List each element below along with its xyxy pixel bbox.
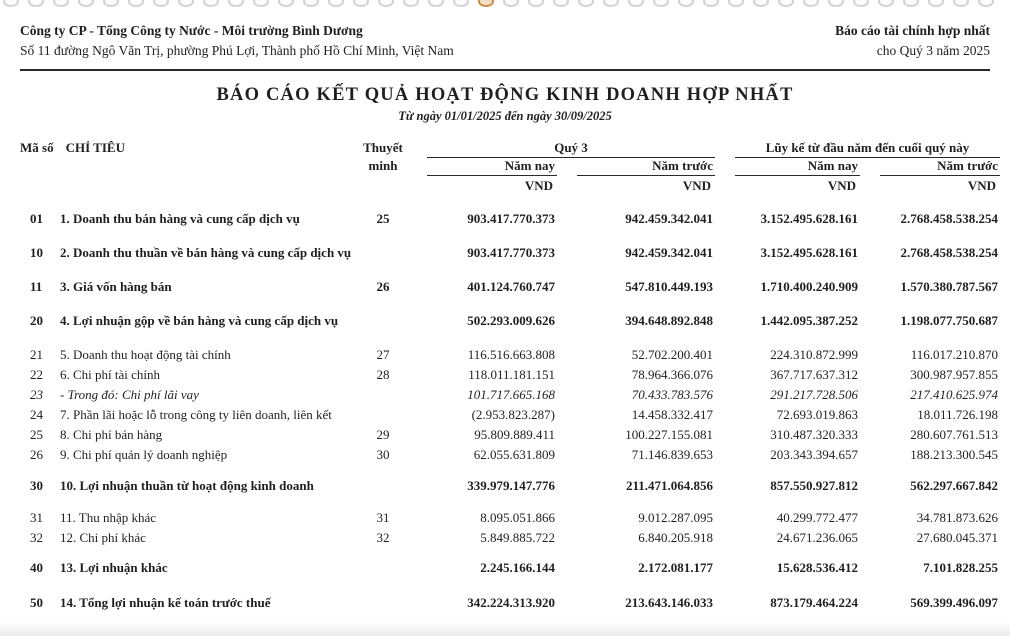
binding-hole-icon [553, 0, 569, 7]
row-note: 25 [376, 211, 390, 226]
page-subtitle: Từ ngày 01/01/2025 đến ngày 30/09/2025 [398, 109, 612, 123]
row-q3-current: 101.717.665.168 [467, 387, 555, 402]
binding-hole-icon [428, 0, 444, 7]
row-code: 31 [30, 510, 43, 525]
table-row [20, 277, 1000, 297]
table-row [20, 345, 1000, 365]
binding-hole-icon [103, 0, 119, 7]
binding-hole-icon [603, 0, 619, 7]
currency-label: VND [827, 178, 856, 193]
row-note: 29 [376, 427, 390, 442]
table-group [20, 476, 1000, 496]
currency-label: VND [524, 178, 553, 193]
binding-hole-icon [853, 0, 869, 7]
binding-hole-icon [128, 0, 144, 7]
company-block [20, 21, 454, 61]
binding-hole-icon [903, 0, 919, 7]
binding-hole-icon [578, 0, 594, 7]
row-label: 14. Tổng lợi nhuận kế toán trước thuế [60, 595, 271, 610]
table-row [20, 405, 1000, 425]
row-q3-current: 903.417.770.373 [467, 211, 555, 226]
row-note [359, 311, 407, 331]
row-ytd-prior: 300.987.957.855 [910, 367, 998, 382]
row-label: 4. Lợi nhuận gộp về bán hàng và cung cấp dịch vụ [60, 313, 339, 328]
binding-hole-icon [953, 0, 969, 7]
row-code: 21 [30, 347, 43, 362]
binding-hole-icon [753, 0, 769, 7]
row-ytd-prior: 280.607.761.513 [910, 427, 998, 442]
page-title: BÁO CÁO KẾT QUẢ HOẠT ĐỘNG KINH DOANH HỢP NHẤT [216, 85, 794, 105]
header-ytd-current: Năm nay [735, 158, 860, 176]
row-q3-prior: 9.012.287.095 [638, 510, 713, 525]
row-label: 2. Doanh thu thuần về bán hàng và cung cấp dịch vụ [60, 245, 352, 260]
row-ytd-current: 224.310.872.999 [770, 347, 858, 362]
row-q3-current: 118.011.181.151 [468, 367, 555, 382]
income-statement-table [20, 140, 1000, 613]
row-q3-prior: 213.643.146.033 [625, 595, 713, 610]
table-row [20, 311, 1000, 331]
row-note: 26 [376, 279, 390, 294]
row-q3-current: 5.849.885.722 [480, 530, 555, 545]
row-q3-prior: 14.458.332.417 [631, 407, 713, 422]
report-info-block [835, 21, 990, 61]
header-code-name [20, 140, 359, 158]
row-code: 20 [30, 313, 43, 328]
row-ytd-prior: 116.017.210.870 [910, 347, 998, 362]
row-code: 23 [30, 387, 43, 402]
row-code: 40 [30, 560, 43, 575]
row-code: 01 [30, 211, 43, 226]
row-note: 27 [376, 347, 390, 362]
header-q3-current: Năm nay [427, 158, 557, 176]
table-row [20, 385, 1000, 405]
table-row [20, 476, 1000, 496]
binding-hole-icon [278, 0, 294, 7]
row-label: 1. Doanh thu bán hàng và cung cấp dịch vụ [60, 211, 300, 226]
row-code: 30 [30, 478, 43, 493]
row-ytd-current: 873.179.464.224 [770, 595, 858, 610]
binding-hole-icon [503, 0, 519, 7]
table-row [20, 425, 1000, 445]
row-label: 6. Chi phí tài chính [60, 367, 161, 382]
row-ytd-prior: 18.011.726.198 [917, 407, 998, 422]
binding-hole-icon [703, 0, 719, 7]
binding-hole-icon [778, 0, 794, 7]
scan-edge-shadow [0, 621, 1010, 636]
binding-hole-icon [328, 0, 344, 7]
binding-hole-icon [828, 0, 844, 7]
row-ytd-current: 857.550.927.812 [770, 478, 858, 493]
row-note: 31 [376, 510, 390, 525]
header-note-line1: Thuyết [363, 140, 403, 155]
row-ytd-prior: 2.768.458.538.254 [900, 211, 998, 226]
row-code: 32 [30, 530, 43, 545]
row-q3-current: 8.095.051.866 [480, 510, 555, 525]
row-label: 7. Phần lãi hoặc lỗ trong công ty liên doanh, liên kết [60, 407, 332, 422]
row-ytd-prior: 34.781.873.626 [916, 510, 998, 525]
row-label: - Trong đó: Chi phí lãi vay [60, 387, 199, 402]
row-note: 28 [376, 367, 390, 382]
row-ytd-prior: 1.198.077.750.687 [900, 313, 998, 328]
row-label: 13. Lợi nhuận khác [60, 560, 168, 575]
table-header [20, 140, 1000, 194]
row-ytd-prior: 188.213.300.545 [910, 447, 998, 462]
row-label: 12. Chi phí khác [60, 530, 146, 545]
binding-hole-icon [378, 0, 394, 7]
row-code: 25 [30, 427, 43, 442]
row-note [359, 593, 407, 613]
row-code: 26 [30, 447, 43, 462]
company-address: Số 11 đường Ngô Văn Trị, phường Phú Lợi, Thành phố Hồ Chí Minh, Việt Nam [20, 43, 454, 58]
table-group [20, 345, 1000, 465]
table-row [20, 558, 1000, 578]
row-q3-current: (2.953.823.287) [471, 407, 555, 422]
row-q3-prior: 71.146.839.653 [631, 447, 713, 462]
row-ytd-prior: 569.399.496.097 [910, 595, 998, 610]
header-code: Mã số [20, 140, 54, 155]
row-q3-prior: 942.459.342.041 [625, 245, 713, 260]
row-ytd-prior: 27.680.045.371 [916, 530, 998, 545]
row-ytd-prior: 217.410.625.974 [910, 387, 998, 402]
row-ytd-current: 367.717.637.312 [770, 367, 858, 382]
table-row [20, 243, 1000, 263]
table-row [20, 445, 1000, 465]
row-q3-current: 342.224.313.920 [467, 595, 555, 610]
row-note [359, 243, 407, 263]
row-q3-prior: 547.810.449.193 [625, 279, 713, 294]
header-q3-prior: Năm trước [577, 158, 715, 176]
table-group [20, 508, 1000, 548]
row-q3-prior: 2.172.081.177 [638, 560, 713, 575]
row-q3-prior: 52.702.200.401 [631, 347, 713, 362]
table-row [20, 508, 1000, 528]
row-q3-prior: 78.964.366.076 [631, 367, 713, 382]
row-code: 22 [30, 367, 43, 382]
row-ytd-prior: 7.101.828.255 [923, 560, 998, 575]
row-q3-current: 95.809.889.411 [474, 427, 555, 442]
row-code: 50 [30, 595, 43, 610]
row-code: 11 [30, 279, 43, 294]
binding-hole-icon [203, 0, 219, 7]
row-note [359, 405, 407, 425]
row-note [359, 558, 407, 578]
row-code: 24 [30, 407, 43, 422]
binding-hole-icon [153, 0, 169, 7]
header-note-line2: minh [368, 158, 398, 173]
row-q3-current: 116.516.663.808 [467, 347, 555, 362]
row-ytd-current: 1.710.400.240.909 [760, 279, 858, 294]
binding-hole-icon [353, 0, 369, 7]
row-q3-current: 2.245.166.144 [480, 560, 555, 575]
currency-label: VND [682, 178, 711, 193]
binding-hole-icon [928, 0, 944, 7]
row-note: 30 [376, 447, 390, 462]
table-body [20, 209, 1000, 613]
report-type: Báo cáo tài chính hợp nhất [835, 23, 990, 38]
row-q3-prior: 211.471.064.856 [625, 478, 713, 493]
binding-hole-icon [678, 0, 694, 7]
row-ytd-current: 72.693.019.863 [776, 407, 858, 422]
row-note [359, 385, 407, 405]
row-q3-prior: 394.648.892.848 [625, 313, 713, 328]
binding-hole-icon [528, 0, 544, 7]
binding-hole-icon [878, 0, 894, 7]
row-ytd-prior: 1.570.380.787.567 [900, 279, 998, 294]
table-group [20, 593, 1000, 613]
row-ytd-current: 3.152.495.628.161 [760, 211, 858, 226]
header-row-columns [20, 158, 1000, 176]
table-row [20, 209, 1000, 229]
row-q3-current: 903.417.770.373 [467, 245, 555, 260]
binding-hole-icon [53, 0, 69, 7]
row-ytd-current: 1.442.095.387.252 [760, 313, 858, 328]
row-label: 11. Thu nhập khác [60, 510, 157, 525]
header-name: CHỈ TIÊU [65, 140, 125, 155]
table-group [20, 209, 1000, 331]
binding-hole-icon [453, 0, 469, 7]
row-q3-current: 401.124.760.747 [467, 279, 555, 294]
table-group [20, 558, 1000, 578]
currency-label: VND [967, 178, 996, 193]
binding-hole-icon [978, 0, 994, 7]
header-row-currency [20, 176, 1000, 194]
header-row-groups [20, 140, 1000, 158]
table-row [20, 593, 1000, 613]
binding-hole-icon [228, 0, 244, 7]
header-group-ytd: Lũy kế từ đầu năm đến cuối quý này [735, 140, 1000, 158]
row-code: 10 [30, 245, 43, 260]
row-q3-current: 62.055.631.809 [473, 447, 555, 462]
row-note [359, 476, 407, 496]
row-label: 10. Lợi nhuận thuần từ hoạt động kinh doanh [60, 478, 314, 493]
binding-hole-icon [403, 0, 419, 7]
row-note: 32 [376, 530, 390, 545]
row-q3-prior: 100.227.155.081 [625, 427, 713, 442]
row-label: 5. Doanh thu hoạt động tài chính [60, 347, 231, 362]
table-row [20, 365, 1000, 385]
row-ytd-current: 24.671.236.065 [776, 530, 858, 545]
row-ytd-prior: 562.297.667.842 [910, 478, 998, 493]
binding-hole-icon [178, 0, 194, 7]
binding-hole-icon [28, 0, 44, 7]
header-group-q3: Quý 3 [427, 140, 715, 158]
row-q3-prior: 942.459.342.041 [625, 211, 713, 226]
binding-hole-icon [478, 0, 494, 7]
binding-hole-icon [628, 0, 644, 7]
row-label: 8. Chi phí bán hàng [60, 427, 163, 442]
header-ytd-prior: Năm trước [880, 158, 1000, 176]
spiral-binding [0, 0, 1010, 11]
binding-hole-icon [803, 0, 819, 7]
row-ytd-current: 15.628.536.412 [776, 560, 858, 575]
company-name: Công ty CP - Tổng Công ty Nước - Môi trường Bình Dương [20, 23, 363, 38]
binding-hole-icon [303, 0, 319, 7]
binding-hole-icon [78, 0, 94, 7]
row-q3-prior: 70.433.783.576 [631, 387, 713, 402]
binding-hole-icon [253, 0, 269, 7]
row-ytd-current: 3.152.495.628.161 [760, 245, 858, 260]
table-row [20, 528, 1000, 548]
document-header [20, 17, 990, 71]
row-label: 3. Giá vốn hàng bán [60, 279, 172, 294]
binding-hole-icon [3, 0, 19, 7]
row-ytd-current: 40.299.772.477 [776, 510, 858, 525]
row-ytd-prior: 2.768.458.538.254 [900, 245, 998, 260]
row-ytd-current: 310.487.320.333 [770, 427, 858, 442]
binding-hole-icon [728, 0, 744, 7]
row-q3-current: 502.293.009.626 [467, 313, 555, 328]
row-q3-prior: 6.840.205.918 [638, 530, 713, 545]
row-q3-current: 339.979.147.776 [467, 478, 555, 493]
binding-hole-icon [653, 0, 669, 7]
row-ytd-current: 291.217.728.506 [770, 387, 858, 402]
row-label: 9. Chi phí quản lý doanh nghiệp [60, 447, 228, 462]
row-ytd-current: 203.343.394.657 [770, 447, 858, 462]
report-period: cho Quý 3 năm 2025 [876, 43, 990, 58]
